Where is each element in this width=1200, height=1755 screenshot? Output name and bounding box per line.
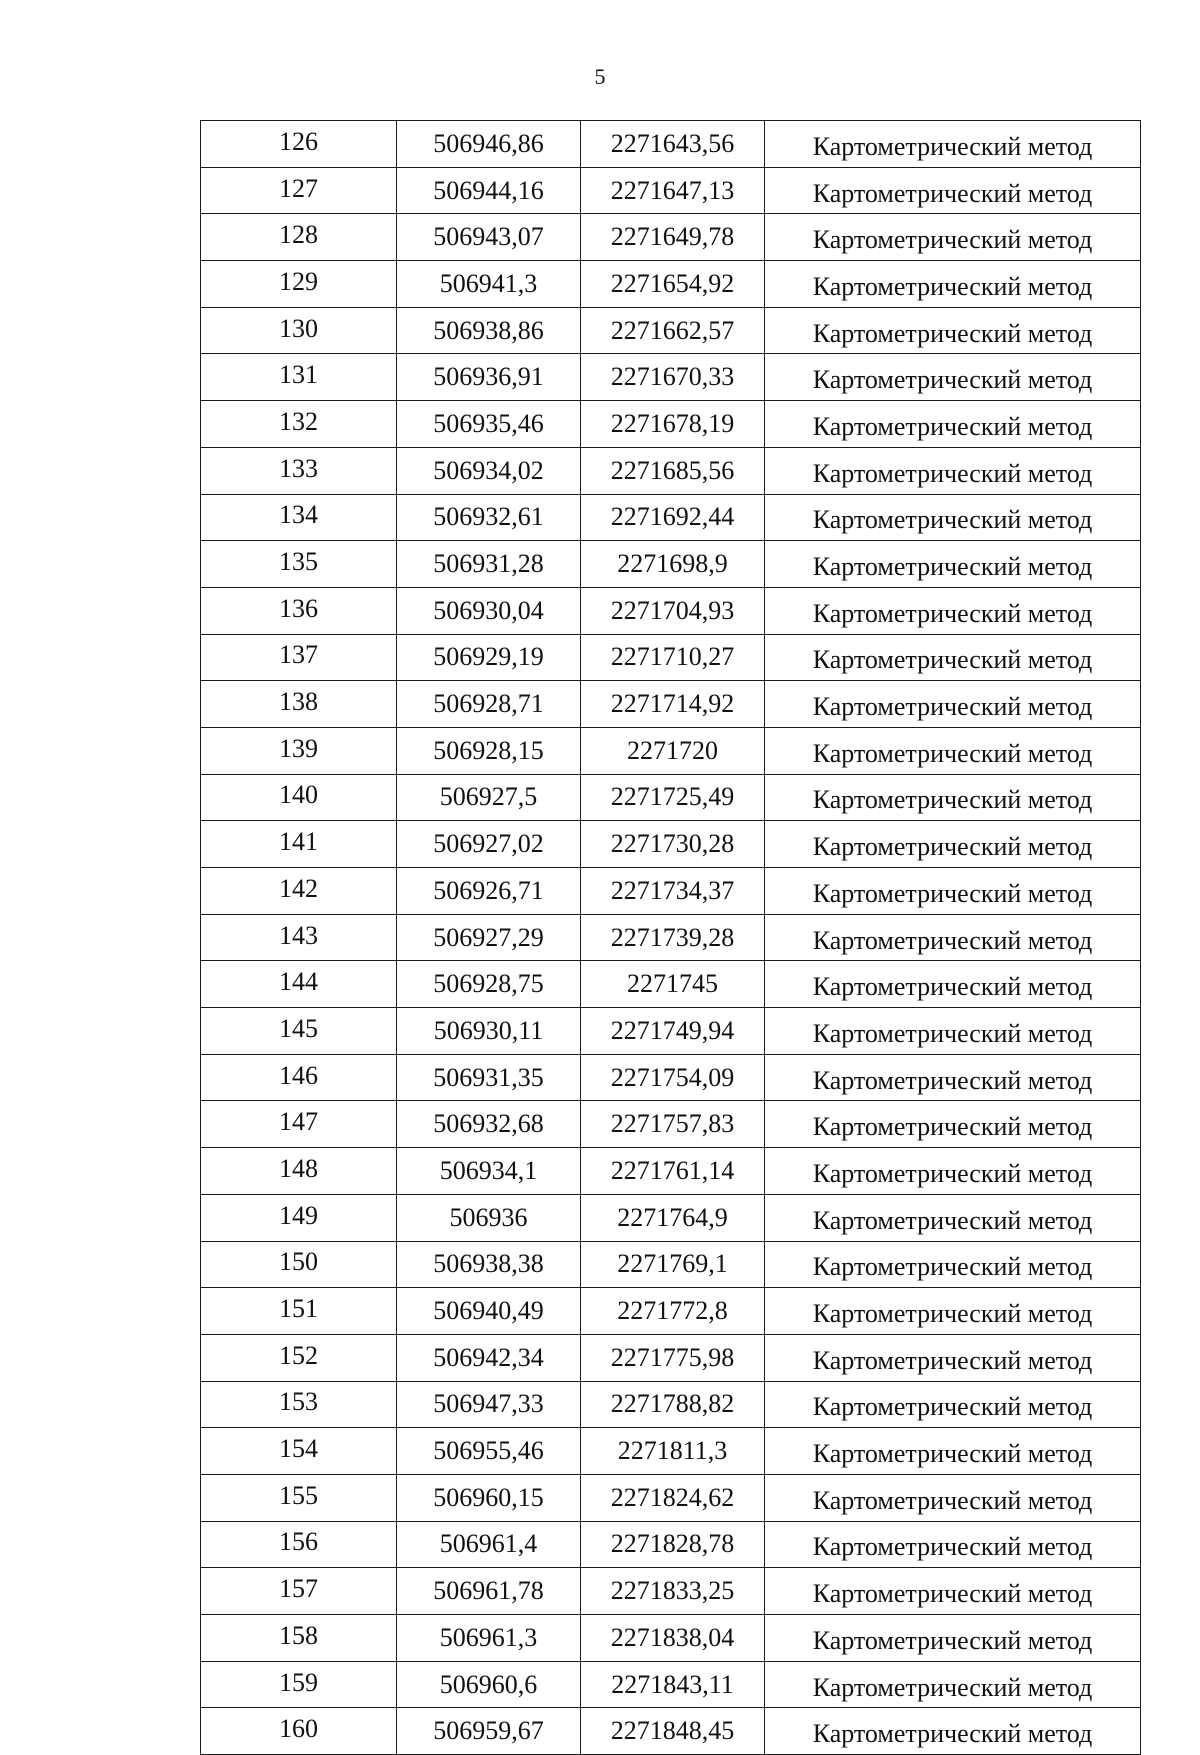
table-row <box>201 541 1141 588</box>
y-coordinate-cell: 2271698,9 <box>581 541 765 588</box>
y-coordinate-cell: 2271647,13 <box>581 167 765 214</box>
y-coordinate-cell: 2271848,45 <box>581 1708 765 1755</box>
method-cell: Картометрический метод <box>765 1568 1141 1615</box>
x-coordinate-cell: 506942,34 <box>397 1334 581 1381</box>
method-cell: Картометрический метод <box>765 1241 1141 1288</box>
method-cell: Картометрический метод <box>765 914 1141 961</box>
table-row <box>201 354 1141 401</box>
table-row <box>201 307 1141 354</box>
method-cell: Картометрический метод <box>765 634 1141 681</box>
x-coordinate-cell: 506929,19 <box>397 634 581 681</box>
point-number-cell: 135 <box>201 541 397 588</box>
x-coordinate-cell: 506931,28 <box>397 541 581 588</box>
y-coordinate-cell: 2271745 <box>581 961 765 1008</box>
x-coordinate-cell: 506931,35 <box>397 1054 581 1101</box>
table-row <box>201 727 1141 774</box>
point-number-cell: 150 <box>201 1241 397 1288</box>
x-coordinate-cell: 506936,91 <box>397 354 581 401</box>
x-coordinate-cell: 506938,86 <box>397 307 581 354</box>
x-coordinate-cell: 506927,29 <box>397 914 581 961</box>
x-coordinate-cell: 506944,16 <box>397 167 581 214</box>
point-number-cell: 151 <box>201 1288 397 1335</box>
method-cell: Картометрический метод <box>765 167 1141 214</box>
method-cell: Картометрический метод <box>765 1054 1141 1101</box>
table-row <box>201 1288 1141 1335</box>
x-coordinate-cell: 506932,68 <box>397 1101 581 1148</box>
x-coordinate-cell: 506934,02 <box>397 447 581 494</box>
table-row <box>201 821 1141 868</box>
x-coordinate-cell: 506927,02 <box>397 821 581 868</box>
method-cell: Картометрический метод <box>765 821 1141 868</box>
table-row <box>201 961 1141 1008</box>
y-coordinate-cell: 2271649,78 <box>581 214 765 261</box>
table-row <box>201 1381 1141 1428</box>
point-number-cell: 155 <box>201 1474 397 1521</box>
table-row <box>201 1708 1141 1755</box>
x-coordinate-cell: 506960,6 <box>397 1661 581 1708</box>
point-number-cell: 160 <box>201 1708 397 1755</box>
table-row <box>201 1194 1141 1241</box>
table-row <box>201 1428 1141 1475</box>
y-coordinate-cell: 2271730,28 <box>581 821 765 868</box>
y-coordinate-cell: 2271811,3 <box>581 1428 765 1475</box>
x-coordinate-cell: 506943,07 <box>397 214 581 261</box>
point-number-cell: 149 <box>201 1194 397 1241</box>
x-coordinate-cell: 506961,3 <box>397 1615 581 1662</box>
method-cell: Картометрический метод <box>765 961 1141 1008</box>
method-cell: Картометрический метод <box>765 261 1141 308</box>
method-cell: Картометрический метод <box>765 541 1141 588</box>
x-coordinate-cell: 506932,61 <box>397 494 581 541</box>
point-number-cell: 154 <box>201 1428 397 1475</box>
method-cell: Картометрический метод <box>765 727 1141 774</box>
y-coordinate-cell: 2271685,56 <box>581 447 765 494</box>
y-coordinate-cell: 2271643,56 <box>581 121 765 168</box>
table-row <box>201 167 1141 214</box>
x-coordinate-cell: 506930,04 <box>397 587 581 634</box>
x-coordinate-cell: 506935,46 <box>397 401 581 448</box>
x-coordinate-cell: 506955,46 <box>397 1428 581 1475</box>
point-number-cell: 131 <box>201 354 397 401</box>
point-number-cell: 143 <box>201 914 397 961</box>
table-row <box>201 634 1141 681</box>
point-number-cell: 138 <box>201 681 397 728</box>
x-coordinate-cell: 506928,75 <box>397 961 581 1008</box>
x-coordinate-cell: 506961,78 <box>397 1568 581 1615</box>
method-cell: Картометрический метод <box>765 447 1141 494</box>
y-coordinate-cell: 2271843,11 <box>581 1661 765 1708</box>
y-coordinate-cell: 2271838,04 <box>581 1615 765 1662</box>
x-coordinate-cell: 506934,1 <box>397 1148 581 1195</box>
table-row <box>201 587 1141 634</box>
table-row <box>201 774 1141 821</box>
point-number-cell: 129 <box>201 261 397 308</box>
y-coordinate-cell: 2271739,28 <box>581 914 765 961</box>
table-row <box>201 1054 1141 1101</box>
y-coordinate-cell: 2271710,27 <box>581 634 765 681</box>
x-coordinate-cell: 506959,67 <box>397 1708 581 1755</box>
point-number-cell: 132 <box>201 401 397 448</box>
point-number-cell: 130 <box>201 307 397 354</box>
y-coordinate-cell: 2271764,9 <box>581 1194 765 1241</box>
table-row <box>201 1568 1141 1615</box>
method-cell: Картометрический метод <box>765 868 1141 915</box>
table-row <box>201 1615 1141 1662</box>
table-row <box>201 447 1141 494</box>
x-coordinate-cell: 506961,4 <box>397 1521 581 1568</box>
y-coordinate-cell: 2271772,8 <box>581 1288 765 1335</box>
method-cell: Картометрический метод <box>765 1521 1141 1568</box>
table-row <box>201 401 1141 448</box>
x-coordinate-cell: 506960,15 <box>397 1474 581 1521</box>
y-coordinate-cell: 2271833,25 <box>581 1568 765 1615</box>
y-coordinate-cell: 2271704,93 <box>581 587 765 634</box>
point-number-cell: 153 <box>201 1381 397 1428</box>
x-coordinate-cell: 506941,3 <box>397 261 581 308</box>
point-number-cell: 137 <box>201 634 397 681</box>
table-row <box>201 121 1141 168</box>
method-cell: Картометрический метод <box>765 401 1141 448</box>
y-coordinate-cell: 2271775,98 <box>581 1334 765 1381</box>
y-coordinate-cell: 2271714,92 <box>581 681 765 728</box>
method-cell: Картометрический метод <box>765 307 1141 354</box>
y-coordinate-cell: 2271824,62 <box>581 1474 765 1521</box>
coordinates-table <box>200 120 1141 1755</box>
table-row <box>201 681 1141 728</box>
point-number-cell: 133 <box>201 447 397 494</box>
y-coordinate-cell: 2271769,1 <box>581 1241 765 1288</box>
x-coordinate-cell: 506930,11 <box>397 1008 581 1055</box>
y-coordinate-cell: 2271692,44 <box>581 494 765 541</box>
point-number-cell: 126 <box>201 121 397 168</box>
method-cell: Картометрический метод <box>765 1148 1141 1195</box>
method-cell: Картометрический метод <box>765 1381 1141 1428</box>
method-cell: Картометрический метод <box>765 1334 1141 1381</box>
x-coordinate-cell: 506928,71 <box>397 681 581 728</box>
x-coordinate-cell: 506926,71 <box>397 868 581 915</box>
point-number-cell: 152 <box>201 1334 397 1381</box>
method-cell: Картометрический метод <box>765 774 1141 821</box>
y-coordinate-cell: 2271678,19 <box>581 401 765 448</box>
point-number-cell: 146 <box>201 1054 397 1101</box>
x-coordinate-cell: 506928,15 <box>397 727 581 774</box>
method-cell: Картометрический метод <box>765 354 1141 401</box>
point-number-cell: 128 <box>201 214 397 261</box>
x-coordinate-cell: 506927,5 <box>397 774 581 821</box>
y-coordinate-cell: 2271670,33 <box>581 354 765 401</box>
point-number-cell: 156 <box>201 1521 397 1568</box>
table-row <box>201 1474 1141 1521</box>
point-number-cell: 145 <box>201 1008 397 1055</box>
y-coordinate-cell: 2271725,49 <box>581 774 765 821</box>
y-coordinate-cell: 2271788,82 <box>581 1381 765 1428</box>
point-number-cell: 144 <box>201 961 397 1008</box>
table-row <box>201 1101 1141 1148</box>
method-cell: Картометрический метод <box>765 121 1141 168</box>
table-row <box>201 1148 1141 1195</box>
method-cell: Картометрический метод <box>765 1008 1141 1055</box>
table-row <box>201 914 1141 961</box>
x-coordinate-cell: 506946,86 <box>397 121 581 168</box>
point-number-cell: 127 <box>201 167 397 214</box>
method-cell: Картометрический метод <box>765 681 1141 728</box>
y-coordinate-cell: 2271754,09 <box>581 1054 765 1101</box>
point-number-cell: 140 <box>201 774 397 821</box>
method-cell: Картометрический метод <box>765 494 1141 541</box>
table-row <box>201 868 1141 915</box>
table-row <box>201 214 1141 261</box>
method-cell: Картометрический метод <box>765 587 1141 634</box>
point-number-cell: 147 <box>201 1101 397 1148</box>
method-cell: Картометрический метод <box>765 1474 1141 1521</box>
y-coordinate-cell: 2271749,94 <box>581 1008 765 1055</box>
table-row <box>201 1008 1141 1055</box>
x-coordinate-cell: 506947,33 <box>397 1381 581 1428</box>
x-coordinate-cell: 506940,49 <box>397 1288 581 1335</box>
point-number-cell: 142 <box>201 868 397 915</box>
table-row <box>201 1521 1141 1568</box>
point-number-cell: 148 <box>201 1148 397 1195</box>
y-coordinate-cell: 2271828,78 <box>581 1521 765 1568</box>
table-row <box>201 494 1141 541</box>
y-coordinate-cell: 2271662,57 <box>581 307 765 354</box>
method-cell: Картометрический метод <box>765 1101 1141 1148</box>
point-number-cell: 134 <box>201 494 397 541</box>
point-number-cell: 158 <box>201 1615 397 1662</box>
x-coordinate-cell: 506936 <box>397 1194 581 1241</box>
table-row <box>201 1241 1141 1288</box>
y-coordinate-cell: 2271757,83 <box>581 1101 765 1148</box>
table-row <box>201 1334 1141 1381</box>
point-number-cell: 141 <box>201 821 397 868</box>
method-cell: Картометрический метод <box>765 1708 1141 1755</box>
point-number-cell: 159 <box>201 1661 397 1708</box>
coordinates-table-body <box>201 121 1141 1755</box>
method-cell: Картометрический метод <box>765 1428 1141 1475</box>
y-coordinate-cell: 2271734,37 <box>581 868 765 915</box>
y-coordinate-cell: 2271720 <box>581 727 765 774</box>
method-cell: Картометрический метод <box>765 1661 1141 1708</box>
method-cell: Картометрический метод <box>765 1288 1141 1335</box>
point-number-cell: 157 <box>201 1568 397 1615</box>
point-number-cell: 139 <box>201 727 397 774</box>
method-cell: Картометрический метод <box>765 1194 1141 1241</box>
point-number-cell: 136 <box>201 587 397 634</box>
method-cell: Картометрический метод <box>765 1615 1141 1662</box>
method-cell: Картометрический метод <box>765 214 1141 261</box>
y-coordinate-cell: 2271761,14 <box>581 1148 765 1195</box>
table-row <box>201 261 1141 308</box>
page-number: 5 <box>594 64 606 89</box>
y-coordinate-cell: 2271654,92 <box>581 261 765 308</box>
x-coordinate-cell: 506938,38 <box>397 1241 581 1288</box>
